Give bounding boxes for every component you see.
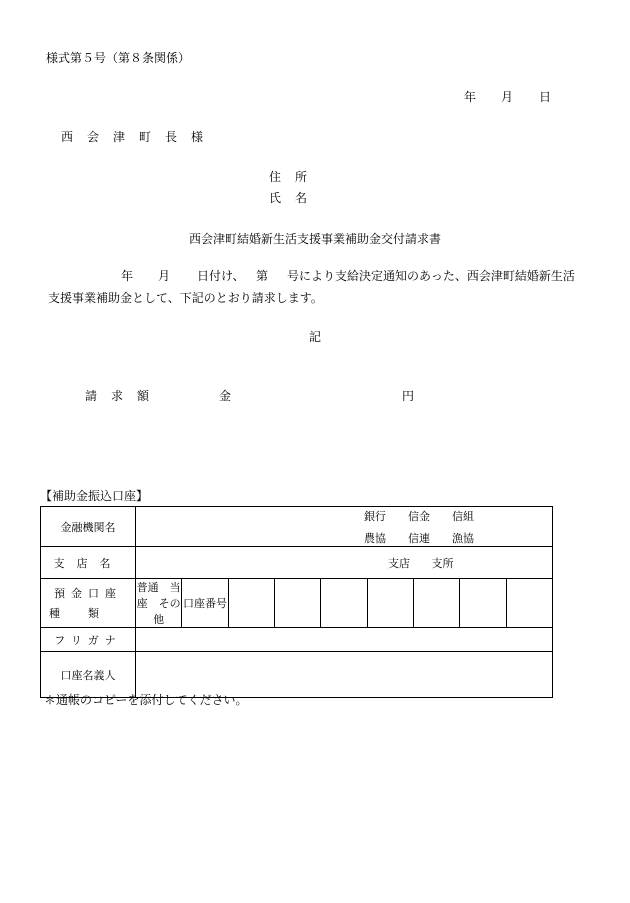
institution-label: 金融機関名	[41, 507, 136, 547]
account-digit-6[interactable]	[460, 579, 506, 628]
address-label: 住所	[269, 170, 322, 184]
institution-row	[41, 507, 553, 547]
bank-type-nokyo: 農協	[364, 531, 386, 545]
account-digit-2[interactable]	[274, 579, 320, 628]
body-ref-no: 第	[256, 269, 269, 283]
bank-type-shinkin: 信金	[408, 509, 430, 523]
date-year-label: 年	[464, 90, 477, 104]
claim-money-prefix: 金	[219, 389, 232, 403]
branch-field[interactable]	[136, 547, 553, 579]
body-ref-year: 年	[121, 269, 134, 283]
date-day-label: 日	[539, 90, 552, 104]
document-title: 西会津町結婚新生活支援事業補助金交付請求書	[188, 232, 441, 246]
account-section-title: 【補助金振込口座】	[40, 489, 149, 503]
furigana-row	[41, 628, 553, 652]
account-digit-5[interactable]	[413, 579, 459, 628]
ki-heading: 記	[308, 330, 321, 344]
body-line1-rest: 号により支給決定通知のあった、西会津町結婚新生活	[287, 269, 575, 283]
form-number: 様式第５号（第８条関係）	[46, 51, 191, 65]
attachment-note: ＊通帳のコピーを添付してください。	[44, 693, 248, 707]
deposit-label-line2: 種類	[49, 607, 127, 620]
bank-type-gyokyo: 漁協	[452, 531, 474, 545]
body-line2: 支援事業補助金として、下記のとおり請求します。	[48, 291, 323, 305]
bank-type-shinren: 信連	[408, 531, 430, 545]
date-month-label: 月	[501, 90, 514, 104]
deposit-label-line1: 預金口座	[54, 587, 122, 600]
name-label: 氏名	[269, 191, 322, 205]
addressee: 西会津町長様	[61, 130, 218, 144]
account-digit-1[interactable]	[228, 579, 274, 628]
institution-field[interactable]	[136, 507, 553, 547]
account-holder-label: 口座名義人	[41, 652, 136, 698]
body-ref-day: 日付け、	[197, 269, 245, 283]
deposit-type-label	[41, 579, 136, 628]
body-ref-month: 月	[158, 269, 171, 283]
claim-yen: 円	[402, 389, 415, 403]
bank-type-shinkumi: 信組	[452, 509, 474, 523]
furigana-field[interactable]	[136, 628, 553, 652]
branch-option-shiten: 支店	[388, 556, 410, 570]
account-holder-field[interactable]	[136, 652, 553, 698]
branch-label: 支店名	[41, 547, 136, 579]
claim-amount-label: 請求額	[85, 389, 164, 403]
account-number-label: 口座番号	[182, 579, 228, 628]
account-digit-7[interactable]	[506, 579, 552, 628]
bank-type-bank: 銀行	[364, 509, 386, 523]
account-digit-3[interactable]	[321, 579, 367, 628]
deposit-type-options[interactable]: 普通 当座 その他	[136, 579, 182, 628]
furigana-label: フリガナ	[41, 628, 136, 652]
holder-row	[41, 652, 553, 698]
branch-option-shisho: 支所	[431, 556, 454, 570]
bank-account-table	[40, 506, 553, 698]
deposit-row	[41, 579, 553, 628]
branch-row	[41, 547, 553, 579]
account-digit-4[interactable]	[367, 579, 413, 628]
